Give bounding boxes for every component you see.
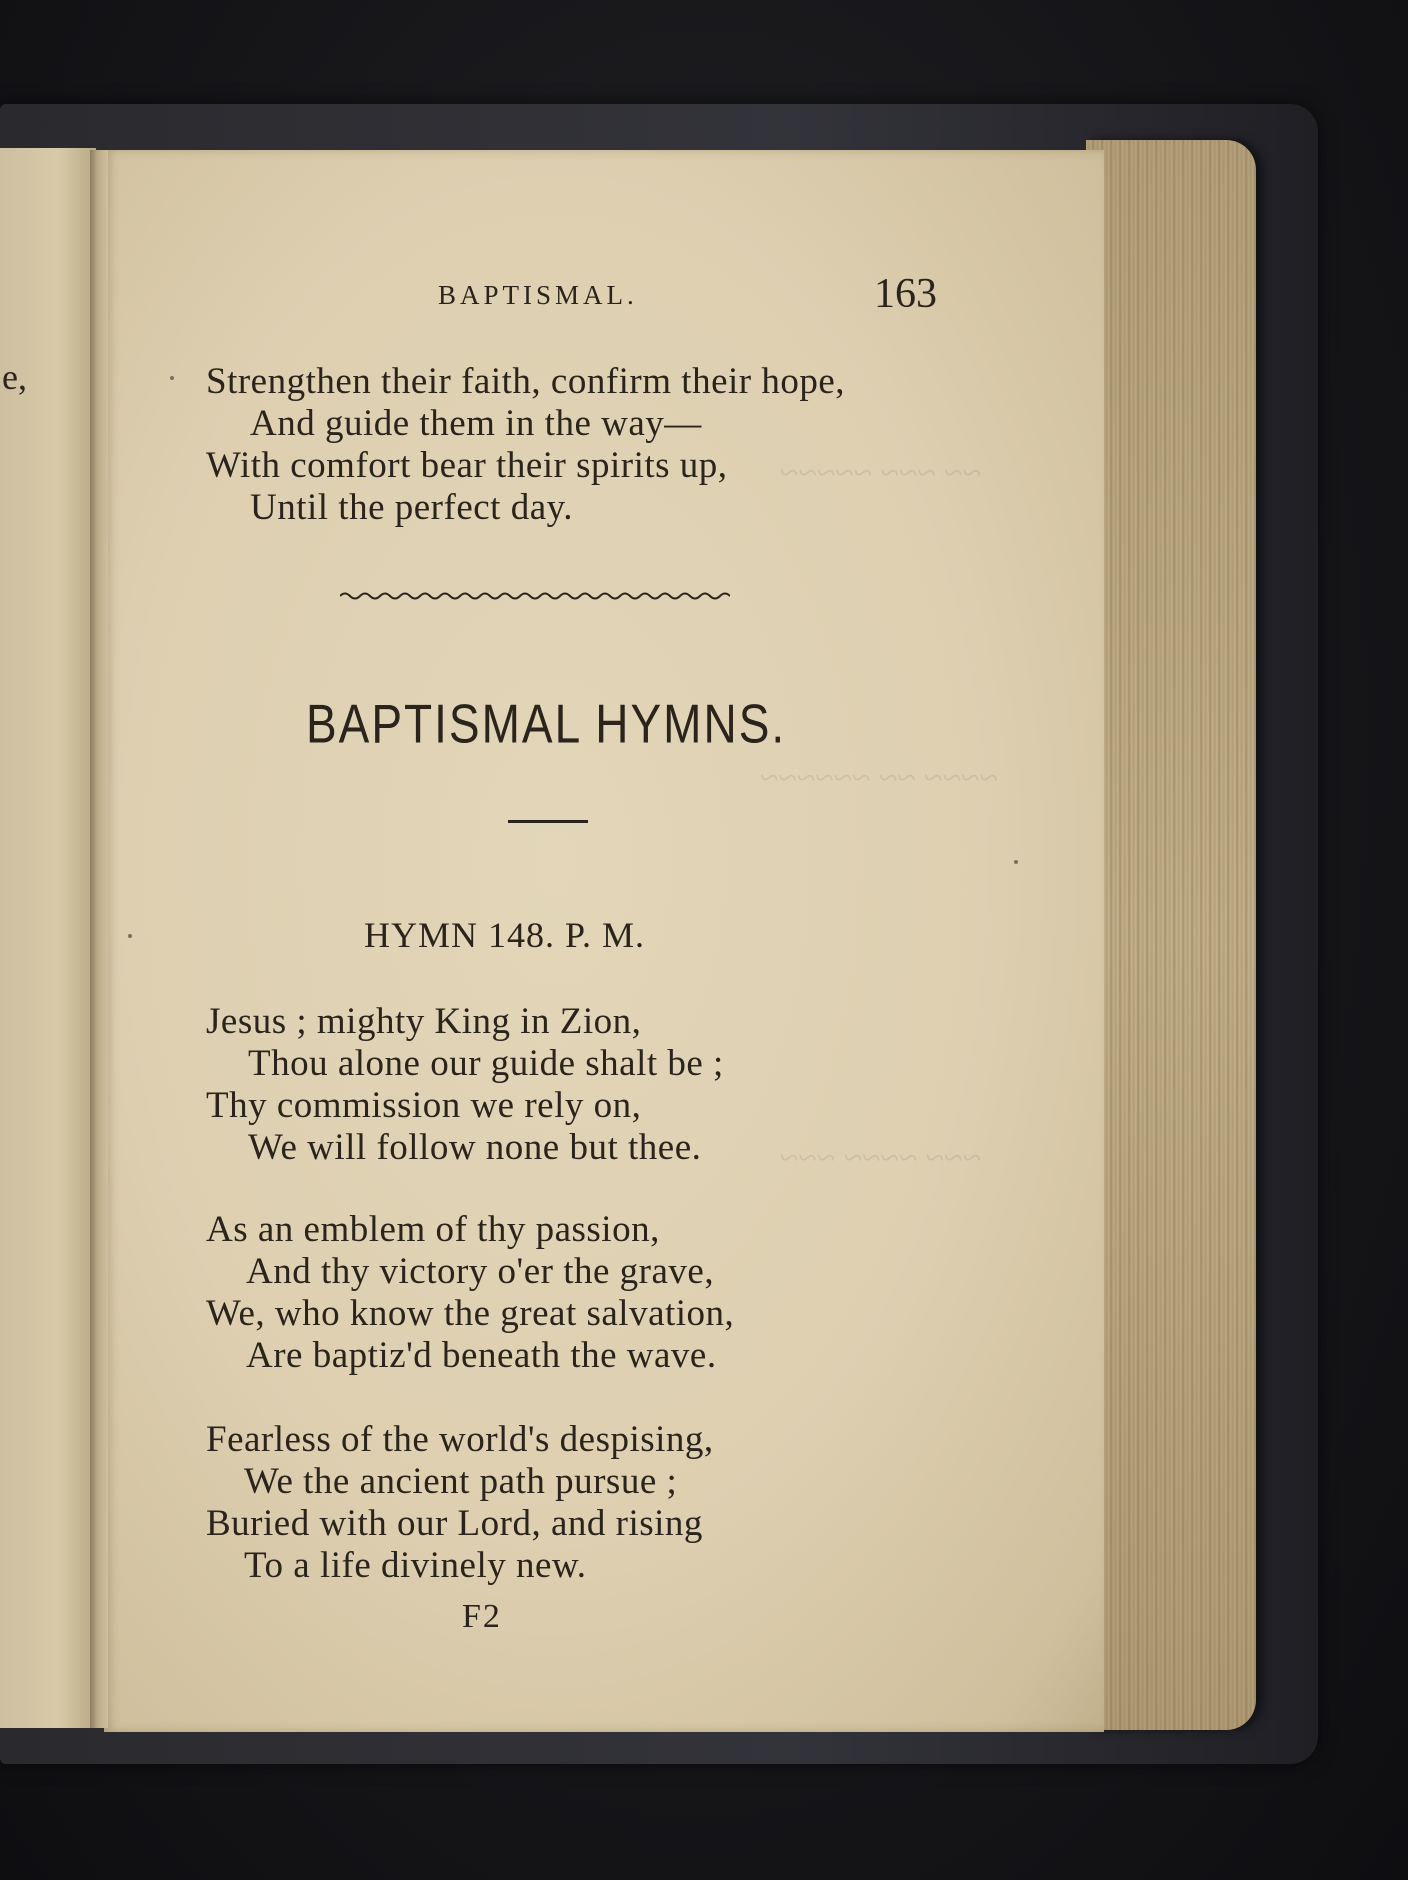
- left-page-text-fragment: e,: [2, 357, 27, 397]
- verse-line: Jesus ; mighty King in Zion,: [206, 1001, 642, 1042]
- verse-line: We, who know the great salvation,: [206, 1293, 735, 1334]
- verse-line: Thou alone our guide shalt be ;: [248, 1043, 724, 1084]
- paper-speck: [170, 376, 174, 380]
- show-through-texture: ~~ ~~~ ~~~~~: [780, 455, 981, 492]
- paper-speck: [128, 934, 132, 938]
- book-gutter: [90, 150, 108, 1728]
- page-number: 163: [874, 271, 937, 317]
- verse-line: Buried with our Lord, and rising: [206, 1503, 703, 1544]
- verse-line: Strengthen their faith, confirm their hope,: [206, 361, 846, 402]
- wavy-divider: [340, 590, 730, 602]
- show-through-texture: ~~~ ~~~~ ~~~: [780, 1140, 981, 1177]
- paper-speck: [1014, 860, 1018, 864]
- verse-line: And guide them in the way—: [250, 403, 702, 444]
- hymn-heading: HYMN 148. P. M.: [364, 915, 646, 955]
- signature-mark: F2: [462, 1598, 502, 1635]
- section-title: BAPTISMAL HYMNS.: [306, 693, 787, 755]
- verse-line: Until the perfect day.: [250, 487, 573, 528]
- verse-line: To a life divinely new.: [244, 1545, 587, 1586]
- show-through-texture: ~~~~ ~~ ~~~~~~: [760, 760, 998, 797]
- verse-line: As an emblem of thy passion,: [206, 1209, 660, 1250]
- edge-staining: [1086, 140, 1256, 1730]
- verse-line: With comfort bear their spirits up,: [206, 445, 728, 486]
- verse-line: We will follow none but thee.: [248, 1127, 702, 1168]
- verse-line: Are baptiz'd beneath the wave.: [246, 1335, 717, 1376]
- verse-line: Thy commission we rely on,: [206, 1085, 642, 1126]
- running-title: BAPTISMAL.: [438, 280, 638, 310]
- left-page-edge: [0, 148, 96, 1728]
- page-block-edges: [1086, 140, 1256, 1730]
- verse-line: And thy victory o'er the grave,: [246, 1251, 715, 1292]
- verse-line: We the ancient path pursue ;: [244, 1461, 678, 1502]
- short-rule-divider: [508, 820, 588, 823]
- verse-line: Fearless of the world's despising,: [206, 1419, 714, 1460]
